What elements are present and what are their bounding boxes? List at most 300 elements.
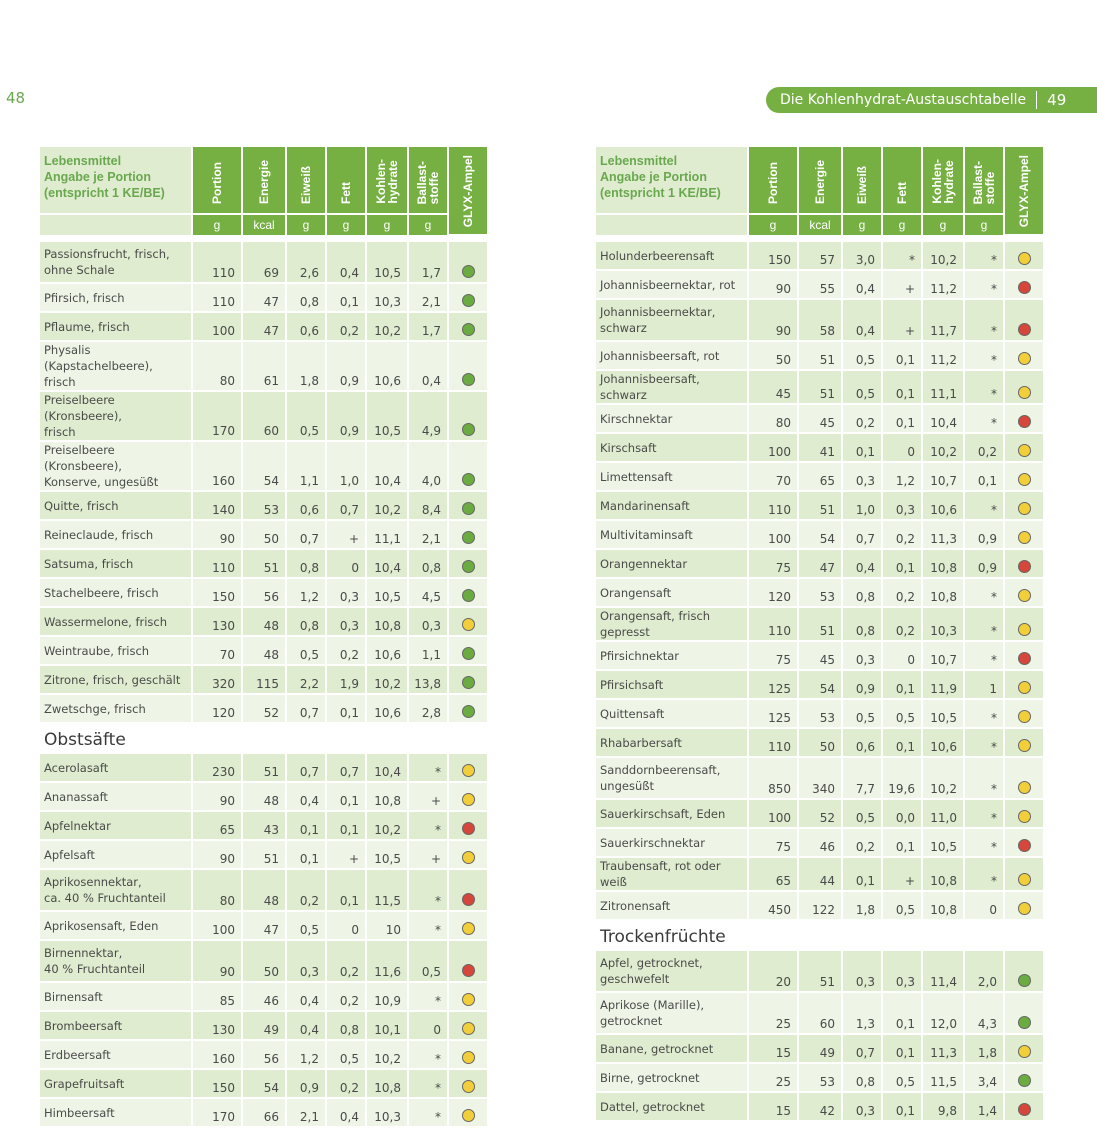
value-cell: 51: [242, 549, 286, 578]
value-cell: 48: [242, 636, 286, 665]
value-cell: 120: [192, 694, 242, 723]
unit-cell: g: [366, 214, 408, 235]
value-cell: 56: [242, 1040, 286, 1069]
value-cell: +: [882, 299, 922, 341]
ampel-yellow-dot-icon: [462, 793, 475, 806]
value-cell: 110: [748, 728, 798, 757]
food-name: Apfel, getrocknet, geschwefelt: [596, 951, 748, 992]
food-name: Reineclaude, frisch: [40, 520, 192, 549]
food-name: Holunderbeerensaft: [596, 242, 748, 270]
value-cell: 65: [192, 811, 242, 840]
value-cell: 11,1: [366, 520, 408, 549]
value-cell: 0,1: [842, 433, 882, 462]
value-cell: 47: [242, 283, 286, 312]
column-header-food: [40, 147, 192, 214]
ampel-yellow-dot-icon: [1018, 739, 1031, 752]
table-body: [40, 242, 488, 723]
glyx-ampel-cell: [448, 312, 488, 341]
column-header-label: Ballast- stoffe: [415, 160, 441, 204]
ampel-yellow-dot-icon: [1018, 531, 1031, 544]
glyx-ampel-cell: [448, 1069, 488, 1098]
food-name: Birne, getrocknet: [596, 1063, 748, 1092]
glyx-ampel-cell: [448, 491, 488, 520]
table-row: [40, 491, 488, 520]
value-cell: 56: [242, 578, 286, 607]
glyx-ampel-cell: [448, 869, 488, 911]
value-cell: 160: [192, 1040, 242, 1069]
table-row: [40, 694, 488, 723]
value-cell: 54: [798, 670, 842, 699]
value-cell: 2,1: [286, 1098, 326, 1127]
column-header-value: [882, 147, 922, 214]
food-name: Zwetschge, frisch: [40, 694, 192, 723]
value-cell: 0,1: [882, 828, 922, 857]
value-cell: 57: [798, 242, 842, 270]
value-cell: 0,4: [408, 341, 448, 391]
table-row: [40, 636, 488, 665]
table-row: [40, 1069, 488, 1098]
value-cell: 0,1: [326, 283, 366, 312]
value-cell: 100: [192, 911, 242, 940]
value-cell: 51: [798, 341, 842, 370]
table-row: [596, 891, 1044, 920]
value-cell: *: [408, 754, 448, 782]
food-name: Sauerkirschsaft, Eden: [596, 799, 748, 828]
value-cell: 0,4: [326, 1098, 366, 1127]
glyx-ampel-cell: [1004, 670, 1044, 699]
value-cell: 25: [748, 1063, 798, 1092]
value-cell: 0,3: [842, 951, 882, 992]
value-cell: *: [408, 1040, 448, 1069]
value-cell: 50: [748, 341, 798, 370]
value-cell: 44: [798, 857, 842, 891]
table-row: [596, 341, 1044, 370]
nutrition-table: [40, 754, 489, 1128]
food-name: Sanddornbeerensaft, ungesüßt: [596, 757, 748, 799]
value-cell: 150: [748, 242, 798, 270]
value-cell: 1,2: [286, 578, 326, 607]
header-label-line: Angabe je Portion: [600, 170, 707, 184]
food-name: Pfirsich, frisch: [40, 283, 192, 312]
value-cell: 10,7: [922, 462, 964, 491]
food-name: Mandarinensaft: [596, 491, 748, 520]
value-cell: 0,9: [326, 391, 366, 441]
ampel-yellow-dot-icon: [1018, 681, 1031, 694]
table-row: [40, 283, 488, 312]
glyx-ampel-cell: [1004, 520, 1044, 549]
value-cell: 100: [748, 433, 798, 462]
value-cell: 320: [192, 665, 242, 694]
value-cell: 150: [192, 1069, 242, 1098]
glyx-ampel-cell: [1004, 578, 1044, 607]
value-cell: 48: [242, 869, 286, 911]
value-cell: 1,0: [842, 491, 882, 520]
value-cell: 10,2: [366, 1040, 408, 1069]
value-cell: 3,4: [964, 1063, 1004, 1092]
glyx-ampel-cell: [448, 665, 488, 694]
value-cell: 10,1: [366, 1011, 408, 1040]
value-cell: 10,4: [922, 404, 964, 433]
table-row: [596, 1034, 1044, 1063]
food-name: Weintraube, frisch: [40, 636, 192, 665]
table-row: [596, 404, 1044, 433]
glyx-ampel-cell: [1004, 992, 1044, 1034]
ampel-green-dot-icon: [462, 676, 475, 689]
value-cell: 70: [748, 462, 798, 491]
value-cell: 10,3: [922, 607, 964, 641]
food-name: Apfelsaft: [40, 840, 192, 869]
table-row: [596, 728, 1044, 757]
ampel-green-dot-icon: [462, 373, 475, 386]
value-cell: *: [964, 641, 1004, 670]
value-cell: 110: [748, 491, 798, 520]
value-cell: 15: [748, 1092, 798, 1121]
glyx-ampel-cell: [1004, 370, 1044, 404]
table-row: [40, 242, 488, 283]
header-label-line: (entspricht 1 KE/BE): [600, 186, 721, 200]
food-name: Grapefruitsaft: [40, 1069, 192, 1098]
glyx-ampel-cell: [448, 754, 488, 782]
value-cell: 10,6: [366, 694, 408, 723]
value-cell: 0,4: [286, 782, 326, 811]
glyx-ampel-cell: [1004, 757, 1044, 799]
glyx-ampel-cell: [1004, 299, 1044, 341]
value-cell: 115: [242, 665, 286, 694]
value-cell: 340: [798, 757, 842, 799]
value-cell: 54: [242, 441, 286, 491]
value-cell: 120: [748, 578, 798, 607]
ampel-yellow-dot-icon: [1018, 386, 1031, 399]
value-cell: *: [964, 370, 1004, 404]
ampel-red-dot-icon: [1018, 652, 1031, 665]
nutrition-table: [596, 951, 1045, 1122]
value-cell: 58: [798, 299, 842, 341]
value-cell: 1,8: [286, 341, 326, 391]
unit-cell-food: [596, 214, 748, 235]
table-row: [596, 799, 1044, 828]
value-cell: 0: [408, 1011, 448, 1040]
value-cell: 150: [192, 578, 242, 607]
header-label-line: Lebensmittel: [600, 154, 678, 168]
value-cell: 10,8: [922, 891, 964, 920]
value-cell: 0,9: [286, 1069, 326, 1098]
value-cell: *: [964, 578, 1004, 607]
value-cell: 48: [242, 782, 286, 811]
table-row: [40, 782, 488, 811]
value-cell: 0,9: [964, 549, 1004, 578]
value-cell: 12,0: [922, 992, 964, 1034]
value-cell: 0,6: [286, 312, 326, 341]
glyx-ampel-cell: [1004, 462, 1044, 491]
value-cell: +: [882, 270, 922, 299]
glyx-ampel-cell: [1004, 1063, 1044, 1092]
value-cell: 0,1: [964, 462, 1004, 491]
food-name: Johannisbeernektar, rot: [596, 270, 748, 299]
value-cell: 0,2: [842, 828, 882, 857]
value-cell: 0,7: [286, 694, 326, 723]
value-cell: 10,8: [366, 1069, 408, 1098]
nutrition-table: [596, 242, 1045, 921]
value-cell: 110: [192, 283, 242, 312]
value-cell: *: [408, 1098, 448, 1127]
ampel-red-dot-icon: [1018, 839, 1031, 852]
value-cell: 0: [326, 911, 366, 940]
value-cell: 0,1: [326, 869, 366, 911]
value-cell: 0,1: [326, 782, 366, 811]
table-body: [40, 754, 488, 1127]
value-cell: 0,4: [842, 299, 882, 341]
column-header-label: Ballast- stoffe: [971, 160, 997, 204]
glyx-ampel-cell: [1004, 491, 1044, 520]
value-cell: 1,1: [408, 636, 448, 665]
ampel-red-dot-icon: [1018, 415, 1031, 428]
header-label-line: Lebensmittel: [44, 154, 122, 168]
glyx-ampel-cell: [1004, 341, 1044, 370]
value-cell: 52: [798, 799, 842, 828]
glyx-ampel-cell: [448, 341, 488, 391]
glyx-ampel-cell: [1004, 607, 1044, 641]
value-cell: 52: [242, 694, 286, 723]
header-label-line: Angabe je Portion: [44, 170, 151, 184]
value-cell: *: [408, 869, 448, 911]
value-cell: 0,1: [882, 728, 922, 757]
value-cell: 0,5: [842, 799, 882, 828]
value-cell: 0,4: [286, 1011, 326, 1040]
section-title: Trockenfrüchte: [600, 927, 726, 947]
value-cell: 10,6: [366, 636, 408, 665]
ampel-green-dot-icon: [462, 294, 475, 307]
value-cell: 7,7: [842, 757, 882, 799]
value-cell: 110: [192, 549, 242, 578]
food-name: Zitronensaft: [596, 891, 748, 920]
unit-cell: g: [192, 214, 242, 235]
glyx-ampel-cell: [1004, 270, 1044, 299]
value-cell: 0,7: [286, 754, 326, 782]
value-cell: 0,9: [842, 670, 882, 699]
value-cell: +: [882, 857, 922, 891]
value-cell: 0,3: [842, 641, 882, 670]
table-row: [596, 607, 1044, 641]
column-header-glyx-ampel: [1004, 147, 1044, 235]
nutrition-table-header: [596, 147, 1045, 236]
value-cell: *: [964, 491, 1004, 520]
food-name: Pfirsichnektar: [596, 641, 748, 670]
column-header-label: Kohlen- hydrate: [374, 159, 400, 204]
value-cell: 0,5: [408, 940, 448, 982]
food-name: Dattel, getrocknet: [596, 1092, 748, 1121]
ampel-green-dot-icon: [462, 531, 475, 544]
value-cell: 53: [798, 578, 842, 607]
value-cell: +: [408, 782, 448, 811]
table-row: [40, 441, 488, 491]
value-cell: 0,7: [286, 520, 326, 549]
unit-cell: g: [326, 214, 366, 235]
value-cell: 0,8: [408, 549, 448, 578]
ampel-yellow-dot-icon: [1018, 252, 1031, 265]
value-cell: 90: [192, 940, 242, 982]
value-cell: 11,2: [922, 341, 964, 370]
value-cell: *: [964, 607, 1004, 641]
ampel-yellow-dot-icon: [1018, 781, 1031, 794]
value-cell: 0: [882, 433, 922, 462]
column-header-label: Energie: [813, 159, 827, 204]
food-name: Quittensaft: [596, 699, 748, 728]
value-cell: 10,2: [366, 811, 408, 840]
glyx-ampel-cell: [1004, 828, 1044, 857]
value-cell: 0,1: [286, 840, 326, 869]
value-cell: 10,6: [366, 341, 408, 391]
food-name: Wassermelone, frisch: [40, 607, 192, 636]
glyx-ampel-cell: [448, 242, 488, 283]
value-cell: 45: [798, 404, 842, 433]
value-cell: 170: [192, 391, 242, 441]
column-header-label: Fett: [895, 182, 909, 204]
ampel-green-dot-icon: [462, 560, 475, 573]
column-header-label: Energie: [257, 159, 271, 204]
glyx-ampel-cell: [448, 1098, 488, 1127]
value-cell: 10,4: [366, 754, 408, 782]
column-header-value: [922, 147, 964, 214]
value-cell: 11,0: [922, 799, 964, 828]
value-cell: 0,8: [842, 1063, 882, 1092]
column-header-value: [964, 147, 1004, 214]
ampel-red-dot-icon: [1018, 281, 1031, 294]
value-cell: 43: [242, 811, 286, 840]
value-cell: 0,3: [842, 462, 882, 491]
value-cell: 54: [798, 520, 842, 549]
food-name: Birnennektar, 40 % Fruchtanteil: [40, 940, 192, 982]
ampel-red-dot-icon: [462, 893, 475, 906]
table-row: [40, 940, 488, 982]
value-cell: 0,2: [326, 982, 366, 1011]
column-header-label: GLYX-Ampel: [461, 155, 475, 228]
value-cell: 0,3: [286, 940, 326, 982]
value-cell: 10,3: [366, 1098, 408, 1127]
value-cell: 11,3: [922, 1034, 964, 1063]
table-row: [596, 299, 1044, 341]
value-cell: 50: [242, 940, 286, 982]
food-name: Birnensaft: [40, 982, 192, 1011]
value-cell: 41: [798, 433, 842, 462]
value-cell: 0,1: [326, 811, 366, 840]
value-cell: 0,2: [882, 520, 922, 549]
food-name: Brombeersaft: [40, 1011, 192, 1040]
value-cell: 0,2: [326, 1069, 366, 1098]
food-name: Traubensaft, rot oder weiß: [596, 857, 748, 891]
glyx-ampel-cell: [1004, 1034, 1044, 1063]
value-cell: 0,8: [842, 607, 882, 641]
value-cell: 230: [192, 754, 242, 782]
table-row: [596, 670, 1044, 699]
value-cell: 11,5: [922, 1063, 964, 1092]
value-cell: 0,4: [842, 270, 882, 299]
glyx-ampel-cell: [448, 1040, 488, 1069]
value-cell: 4,0: [408, 441, 448, 491]
value-cell: *: [408, 911, 448, 940]
value-cell: 0,7: [842, 1034, 882, 1063]
glyx-ampel-cell: [448, 636, 488, 665]
value-cell: 0,6: [286, 491, 326, 520]
food-name: Aprikosensaft, Eden: [40, 911, 192, 940]
value-cell: 10,8: [922, 857, 964, 891]
value-cell: 0,1: [882, 341, 922, 370]
value-cell: 49: [798, 1034, 842, 1063]
unit-cell: g: [964, 214, 1004, 235]
value-cell: 20: [748, 951, 798, 992]
value-cell: 1,7: [408, 242, 448, 283]
table-row: [40, 1040, 488, 1069]
table-row: [596, 520, 1044, 549]
ampel-yellow-dot-icon: [1018, 810, 1031, 823]
ampel-yellow-dot-icon: [1018, 902, 1031, 915]
food-name: Zitrone, frisch, geschält: [40, 665, 192, 694]
value-cell: 0,1: [882, 1092, 922, 1121]
value-cell: 0,8: [326, 1011, 366, 1040]
value-cell: 69: [242, 242, 286, 283]
value-cell: 130: [192, 1011, 242, 1040]
value-cell: 1,8: [964, 1034, 1004, 1063]
food-name: Orangennektar: [596, 549, 748, 578]
value-cell: 47: [242, 312, 286, 341]
glyx-ampel-cell: [1004, 549, 1044, 578]
page-number-left: 48: [6, 89, 26, 107]
ampel-green-dot-icon: [462, 502, 475, 515]
value-cell: 60: [798, 992, 842, 1034]
value-cell: 0,7: [326, 491, 366, 520]
glyx-ampel-cell: [1004, 857, 1044, 891]
unit-cell: kcal: [242, 214, 286, 235]
value-cell: 46: [242, 982, 286, 1011]
value-cell: 11,2: [922, 270, 964, 299]
glyx-ampel-cell: [448, 283, 488, 312]
value-cell: 49: [242, 1011, 286, 1040]
column-header-value: [286, 147, 326, 214]
value-cell: 11,6: [366, 940, 408, 982]
value-cell: 0,4: [286, 982, 326, 1011]
food-name: Kirschsaft: [596, 433, 748, 462]
value-cell: 10,6: [922, 728, 964, 757]
table-row: [596, 242, 1044, 270]
value-cell: 110: [748, 607, 798, 641]
value-cell: 0,5: [842, 370, 882, 404]
value-cell: 0,8: [286, 607, 326, 636]
table-row: [40, 665, 488, 694]
food-name: Pfirsichsaft: [596, 670, 748, 699]
table-row: [40, 911, 488, 940]
value-cell: 0,5: [286, 636, 326, 665]
table-row: [596, 992, 1044, 1034]
ampel-yellow-dot-icon: [462, 1109, 475, 1122]
column-header-label: Fett: [339, 182, 353, 204]
column-header-value: [842, 147, 882, 214]
ampel-red-dot-icon: [462, 822, 475, 835]
glyx-ampel-cell: [448, 940, 488, 982]
food-name: Passionsfrucht, frisch, ohne Schale: [40, 242, 192, 283]
table-row: [40, 1011, 488, 1040]
nutrition-table: [40, 242, 489, 724]
ampel-green-dot-icon: [462, 473, 475, 486]
food-name: Multivitaminsaft: [596, 520, 748, 549]
value-cell: *: [964, 242, 1004, 270]
food-name: Kirschnektar: [596, 404, 748, 433]
column-header-label: Kohlen- hydrate: [930, 159, 956, 204]
value-cell: 160: [192, 441, 242, 491]
value-cell: 0,2: [326, 312, 366, 341]
food-name: Rhabarbersaft: [596, 728, 748, 757]
ampel-yellow-dot-icon: [1018, 444, 1031, 457]
value-cell: 85: [192, 982, 242, 1011]
glyx-ampel-cell: [1004, 891, 1044, 920]
